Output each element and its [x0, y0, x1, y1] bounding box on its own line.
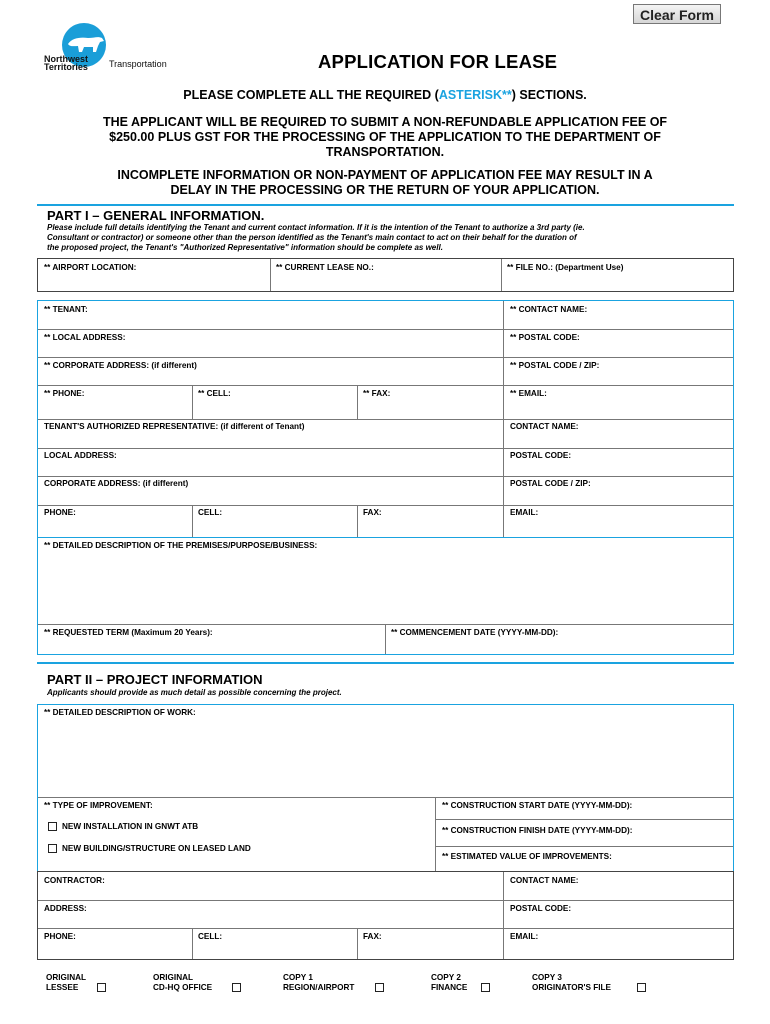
- postal-zip-field[interactable]: ** POSTAL CODE / ZIP:: [510, 361, 600, 370]
- rep-postal-zip-field[interactable]: POSTAL CODE / ZIP:: [510, 479, 591, 488]
- fee-notice: [0, 115, 770, 160]
- contractor-contact-field[interactable]: CONTACT NAME:: [510, 876, 579, 885]
- local-address-field[interactable]: ** LOCAL ADDRESS:: [44, 333, 126, 342]
- fee-line1: THE APPLICANT WILL BE REQUIRED TO SUBMIT A NON-REFUNDABLE APPLICATION FEE OF: [102, 115, 668, 129]
- copy3-checkbox[interactable]: [637, 983, 646, 992]
- rep-local-address-field[interactable]: LOCAL ADDRESS:: [44, 451, 117, 460]
- dist-copy3: [532, 973, 611, 993]
- contractor-postal-field[interactable]: POSTAL CODE:: [510, 904, 572, 913]
- tenant-field[interactable]: ** TENANT:: [44, 305, 88, 314]
- phone-field[interactable]: ** PHONE:: [44, 389, 85, 398]
- estimated-value-field[interactable]: ** ESTIMATED VALUE OF IMPROVEMENTS:: [442, 852, 612, 861]
- postal-code-field[interactable]: ** POSTAL CODE:: [510, 333, 580, 342]
- fax-field[interactable]: ** FAX:: [363, 389, 391, 398]
- contractor-cell-field[interactable]: CELL:: [198, 932, 223, 941]
- tenant-section: [37, 300, 734, 538]
- work-description-field[interactable]: ** DETAILED DESCRIPTION OF WORK:: [44, 708, 196, 717]
- required-notice: [0, 88, 770, 102]
- dist-c1b: LESSEE: [46, 983, 79, 992]
- contractor-email-field[interactable]: EMAIL:: [510, 932, 539, 941]
- original-lessee-checkbox[interactable]: [97, 983, 106, 992]
- new-installation-label: NEW INSTALLATION IN GNWT ATB: [62, 822, 199, 831]
- inc-line1: INCOMPLETE INFORMATION OR NON-PAYMENT OF APPLICATION FEE MAY RESULT IN A: [117, 168, 653, 182]
- logo-line1: Northwest: [44, 54, 89, 64]
- lease-no-field[interactable]: ** CURRENT LEASE NO.:: [276, 263, 374, 272]
- part1-title: PART I – GENERAL INFORMATION.: [47, 208, 265, 223]
- contractor-fax-field[interactable]: FAX:: [363, 932, 382, 941]
- req-asterisk: ASTERISK**: [438, 88, 512, 102]
- req-post: ) SECTIONS.: [511, 88, 587, 102]
- dist-c3a: COPY 1: [283, 973, 313, 982]
- fee-line3: TRANSPORTATION.: [325, 145, 445, 159]
- rep-fax-field[interactable]: FAX:: [363, 508, 382, 517]
- contractor-address-field[interactable]: ADDRESS:: [44, 904, 87, 913]
- dist-original-lessee: [46, 973, 86, 993]
- airport-location-field[interactable]: ** AIRPORT LOCATION:: [44, 263, 137, 272]
- dist-c4a: COPY 2: [431, 973, 461, 982]
- dist-c4b: FINANCE: [431, 983, 468, 992]
- improvement-type-label: ** TYPE OF IMPROVEMENT:: [44, 801, 153, 810]
- cell-field[interactable]: ** CELL:: [198, 389, 231, 398]
- premises-description-field[interactable]: ** DETAILED DESCRIPTION OF THE PREMISES/PURPOSE/BUSINESS:: [44, 541, 318, 550]
- part1-sub1: Please include full details identifying the Tenant and current contact information. If it is the intention of the Tenant to authorize a 3rd party (ie.: [47, 223, 585, 232]
- inc-line2: DELAY IN THE PROCESSING OR THE RETURN OF YOUR APPLICATION.: [170, 183, 600, 197]
- original-hq-checkbox[interactable]: [232, 983, 241, 992]
- part2-title: PART II – PROJECT INFORMATION: [47, 672, 263, 687]
- fee-line2: $250.00 PLUS GST FOR THE PROCESSING OF THE APPLICATION TO THE DEPARTMENT OF: [109, 130, 661, 144]
- construction-start-field[interactable]: ** CONSTRUCTION START DATE (YYYY-MM-DD):: [442, 801, 633, 810]
- part1-sub2: Consultant or contractor) or someone other than the person identified as the Tenant's main contact to act on their behalf for the duration of: [47, 233, 577, 242]
- dist-c5b: ORIGINATOR'S FILE: [532, 983, 611, 992]
- email-field[interactable]: ** EMAIL:: [510, 389, 547, 398]
- rep-contact-field[interactable]: CONTACT NAME:: [510, 422, 579, 431]
- dist-original-hq: [153, 973, 212, 993]
- rep-field[interactable]: TENANT'S AUTHORIZED REPRESENTATIVE: (if different of Tenant): [44, 422, 305, 431]
- copy2-checkbox[interactable]: [481, 983, 490, 992]
- new-building-label: NEW BUILDING/STRUCTURE ON LEASED LAND: [62, 844, 251, 853]
- part2-instructions: Applicants should provide as much detail as possible concerning the project.: [47, 688, 342, 697]
- dist-copy1: [283, 973, 354, 993]
- dist-c3b: REGION/AIRPORT: [283, 983, 355, 992]
- dist-copy2: [431, 973, 467, 993]
- rep-cell-field[interactable]: CELL:: [198, 508, 223, 517]
- part2-divider: [37, 662, 734, 664]
- project-section: [37, 704, 734, 872]
- rep-phone-field[interactable]: PHONE:: [44, 508, 76, 517]
- logo-dept: Transportation: [109, 59, 167, 69]
- requested-term-field[interactable]: ** REQUESTED TERM (Maximum 20 Years):: [44, 628, 213, 637]
- rep-corporate-address-field[interactable]: CORPORATE ADDRESS: (if different): [44, 479, 189, 488]
- corporate-address-field[interactable]: ** CORPORATE ADDRESS: (if different): [44, 361, 197, 370]
- logo-text: [44, 55, 88, 71]
- airport-row: [37, 258, 734, 292]
- rep-postal-field[interactable]: POSTAL CODE:: [510, 451, 572, 460]
- premises-section: [37, 537, 734, 655]
- copy1-checkbox[interactable]: [375, 983, 384, 992]
- part1-divider: [37, 204, 734, 206]
- req-pre: PLEASE COMPLETE ALL THE REQUIRED (: [183, 88, 439, 102]
- part1-instructions: [47, 223, 585, 253]
- contractor-section: [37, 871, 734, 960]
- new-installation-checkbox[interactable]: [48, 822, 57, 831]
- dist-c1a: ORIGINAL: [46, 973, 87, 982]
- dist-c2b: CD-HQ OFFICE: [153, 983, 213, 992]
- construction-finish-field[interactable]: ** CONSTRUCTION FINISH DATE (YYYY-MM-DD):: [442, 826, 633, 835]
- new-building-checkbox[interactable]: [48, 844, 57, 853]
- contractor-phone-field[interactable]: PHONE:: [44, 932, 76, 941]
- clear-form-button[interactable]: Clear Form: [633, 4, 721, 24]
- page-title: APPLICATION FOR LEASE: [318, 51, 558, 72]
- contact-name-field[interactable]: ** CONTACT NAME:: [510, 305, 588, 314]
- dist-c2a: ORIGINAL: [153, 973, 194, 982]
- commencement-date-field[interactable]: ** COMMENCEMENT DATE (YYYY-MM-DD):: [391, 628, 559, 637]
- rep-email-field[interactable]: EMAIL:: [510, 508, 539, 517]
- part1-sub3: the proposed project, the Tenant's "Authorized Representative" information should be complete as well.: [47, 243, 443, 252]
- dist-c5a: COPY 3: [532, 973, 562, 982]
- incomplete-notice: [0, 168, 770, 198]
- contractor-field[interactable]: CONTRACTOR:: [44, 876, 105, 885]
- file-no-field[interactable]: ** FILE NO.: (Department Use): [507, 263, 624, 272]
- logo-line2: Territories: [44, 62, 88, 72]
- polar-bear-icon: [66, 32, 106, 54]
